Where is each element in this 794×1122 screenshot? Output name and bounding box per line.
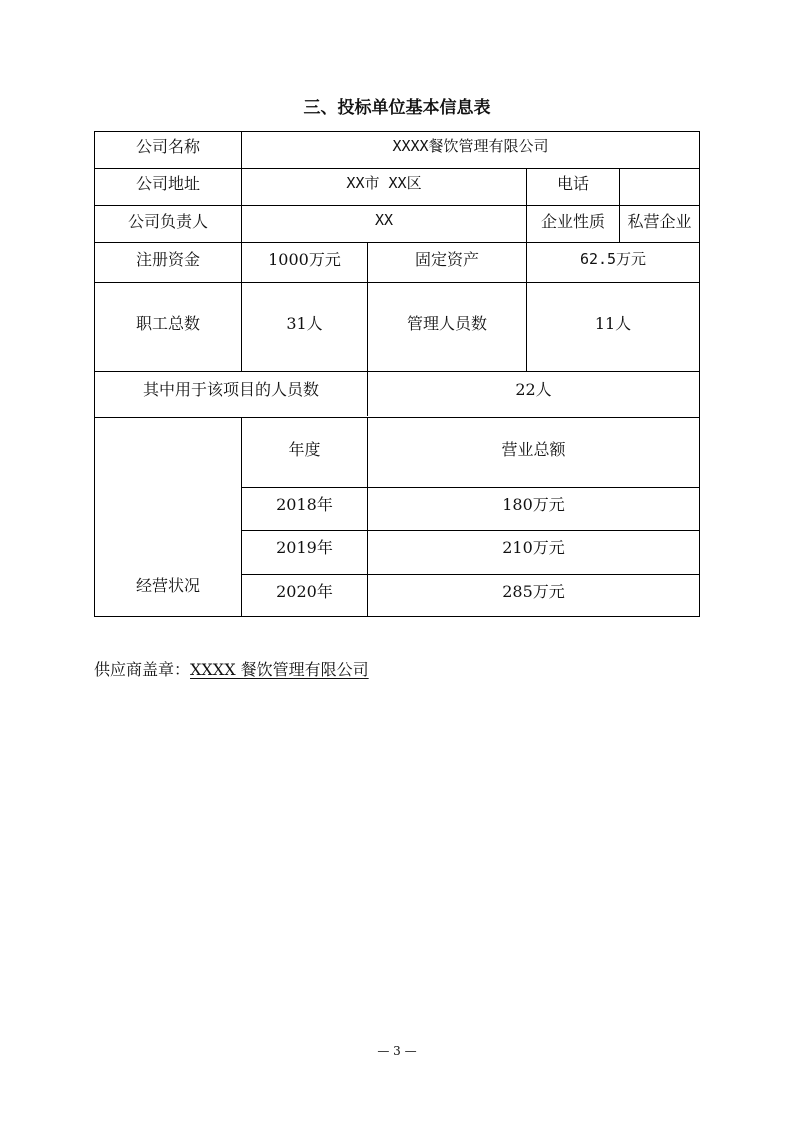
address-value: XX市 XX区 — [346, 173, 422, 192]
fixed-assets-value: 62.5万元 — [579, 249, 647, 268]
fixed-assets-label: 固定资产 — [414, 249, 479, 269]
year-cell: 2019年 — [276, 538, 333, 557]
revenue-cell: 210万元 — [502, 538, 565, 557]
address-label: 公司地址 — [135, 173, 200, 193]
staff-total-value: 31人 — [286, 313, 323, 333]
year-cell: 2018年 — [276, 494, 333, 514]
revenue-header: 营业总额 — [501, 440, 566, 459]
managers-value: 11人 — [594, 313, 632, 333]
project-staff-label: 其中用于该项目的人员数 — [142, 379, 319, 399]
year-header: 年度 — [288, 440, 321, 459]
bidder-info-table — [94, 131, 700, 617]
legal-rep-value: XX — [374, 211, 394, 229]
phone-value — [620, 169, 699, 195]
supplier-stamp-value: XXXX 餐饮管理有限公司 — [190, 660, 369, 679]
nature-value: 私营企业 — [627, 211, 692, 231]
company-name-label: 公司名称 — [135, 137, 200, 156]
company-name-value: XXXX餐饮管理有限公司 — [392, 137, 549, 155]
page-number: — 3 — — [377, 1044, 417, 1058]
revenue-cell: 180万元 — [502, 494, 565, 514]
year-cell: 2020年 — [276, 581, 333, 601]
project-staff-value: 22人 — [515, 379, 552, 399]
page-title: 三、投标单位基本信息表 — [303, 98, 491, 118]
managers-label: 管理人员数 — [406, 313, 487, 333]
capital-value: 1000万元 — [268, 249, 341, 269]
operations-label: 经营状况 — [135, 575, 200, 595]
staff-total-label: 职工总数 — [135, 313, 200, 333]
supplier-stamp-line — [94, 657, 369, 680]
supplier-stamp-label: 供应商盖章： — [94, 660, 191, 679]
legal-rep-label: 公司负责人 — [127, 211, 208, 231]
nature-label: 企业性质 — [540, 211, 605, 231]
capital-label: 注册资金 — [135, 249, 200, 269]
revenue-cell: 285万元 — [502, 581, 565, 601]
phone-label: 电话 — [556, 173, 589, 193]
